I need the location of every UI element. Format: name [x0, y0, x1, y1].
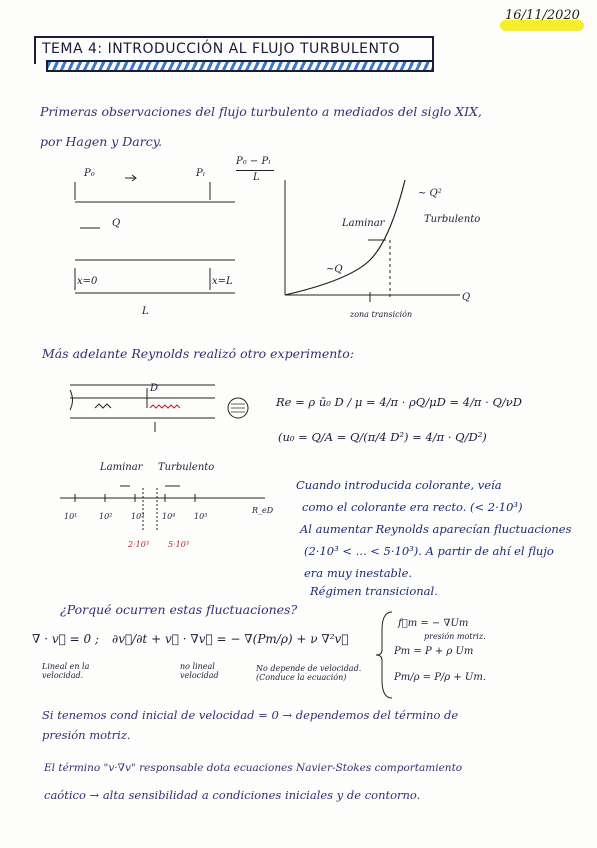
graph1-ylabel-bar: [236, 170, 274, 171]
intro-line1: Primeras observaciones del flujo turbulento a mediados del siglo XIX,: [40, 104, 482, 119]
axis-tick-1: 10¹: [64, 512, 78, 521]
reynolds-pipe-d: D: [150, 383, 159, 394]
graph1-zone: zona transición: [350, 310, 413, 319]
note-nonlinear: no lineal velocidad: [180, 662, 219, 680]
axis-marker-2: 5·10³: [168, 540, 190, 549]
pipe1-xl: x=L: [212, 276, 233, 287]
reynolds-formula: Re = ρ ū₀ D / μ = 4/π · ρQ/μD = 4/π · Q/νD: [276, 395, 522, 409]
axis-turbulento: Turbulento: [158, 462, 215, 473]
colorant-line4: (2·10³ < ... < 5·10³). A partir de ahí el flujo: [304, 544, 554, 558]
axis-laminar: Laminar: [100, 462, 143, 473]
pipe1-pl: Pₗ: [196, 168, 206, 179]
axis-tick-5: 10⁵: [194, 512, 208, 521]
graph1-turbulento: Turbulento: [424, 214, 481, 225]
title-underline: [46, 60, 434, 72]
fluctuation-question: ¿Porqué ocurren estas fluctuaciones?: [60, 602, 298, 617]
continuity-eq: ∇ · v⃗ = 0 ;: [32, 632, 99, 646]
equations-brace: [380, 610, 394, 700]
graph1-ylabel-den: L: [253, 172, 260, 183]
colorant-line6: Régimen transicional.: [310, 584, 438, 598]
axis-marker-1: 2·10³: [128, 540, 150, 549]
note-pressure: No depende de velocidad. (Conduce la ecuación): [256, 664, 362, 682]
conclusion1-line1: Si tenemos cond inicial de velocidad = 0 → dependemos del término de: [42, 708, 459, 722]
colorant-line2: como el colorante era recto. (< 2·10³): [302, 500, 523, 514]
graph1-ylabel-num: P₀ − Pₗ: [236, 156, 271, 167]
colorant-line3: Al aumentar Reynolds aparecían fluctuaciones: [300, 522, 572, 536]
intro-line2: por Hagen y Darcy.: [40, 134, 163, 149]
axis-tick-4: 10⁴: [162, 512, 176, 521]
colorant-line5: era muy inestable.: [304, 566, 413, 580]
graph1-q1: ~Q: [326, 264, 343, 275]
u0-formula: (u₀ = Q/A = Q/(π/4 D²) = 4/π · Q/D²): [278, 430, 487, 444]
date-text: 16/11/2020: [505, 8, 580, 23]
momentum-eq: ∂v⃗/∂t + v⃗ · ∇v⃗ = − ∇(Pm/ρ) + ν ∇²v⃗: [112, 632, 349, 646]
pipe-diagram: [70, 160, 240, 320]
pipe1-length: L: [142, 306, 149, 317]
pressure-drop-graph: [280, 180, 480, 310]
colorant-line1: Cuando introducida colorante, veía: [296, 478, 502, 492]
pm-eq: Pm = P + ρ Um: [394, 646, 474, 657]
pm-rho-eq: Pm/ρ = P/ρ + Um.: [394, 672, 486, 683]
conclusion1-line2: presión motriz.: [42, 728, 131, 742]
presion-motriz: presión motriz.: [424, 632, 486, 641]
fm-eq: f⃗m = − ∇Um: [398, 618, 469, 629]
conclusion2-line2: caótico → alta sensibilidad a condiciones iniciales y de contorno.: [44, 788, 421, 802]
reynolds-intro: Más adelante Reynolds realizó otro experimento:: [42, 346, 355, 361]
graph1-q2: ~ Q²: [418, 188, 442, 199]
reynolds-pipe: [65, 380, 265, 436]
axis-tick-2: 10²: [99, 512, 113, 521]
axis-re-label: R_eD: [252, 506, 274, 515]
note-linear: Lineal en la velocidad.: [42, 662, 90, 680]
page-title: TEMA 4: INTRODUCCIÓN AL FLUJO TURBULENTO: [42, 41, 401, 57]
pipe1-p0: P₀: [84, 168, 95, 179]
conclusion2-line1: El término "v·∇v" responsable dota ecuaciones Navier-Stokes comportamiento: [44, 762, 463, 774]
pipe1-q: Q: [112, 218, 121, 229]
graph1-xaxis: Q: [462, 292, 471, 303]
pipe1-x0: x=0: [77, 276, 98, 287]
graph1-laminar: Laminar: [342, 218, 385, 229]
axis-tick-3: 10³: [131, 512, 145, 521]
